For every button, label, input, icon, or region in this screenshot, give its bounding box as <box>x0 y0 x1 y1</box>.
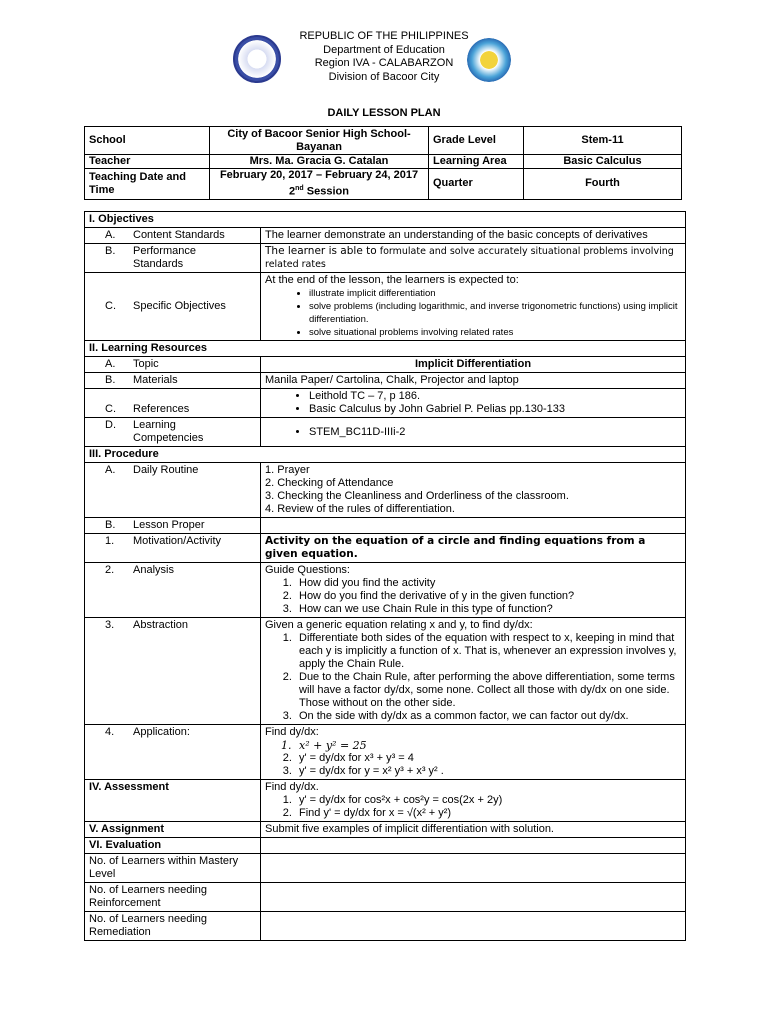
header-line-1: REPUBLIC OF THE PHILIPPINES <box>299 30 469 42</box>
resources-heading: II. Learning Resources <box>85 341 686 357</box>
daily-routine-value <box>261 463 686 518</box>
reinforcement-value <box>261 883 686 912</box>
materials-value: Manila Paper/ Cartolina, Chalk, Projector and laptop <box>261 373 686 389</box>
assessment-heading: IV. Assessment <box>85 780 261 822</box>
document-title: DAILY LESSON PLAN <box>327 107 441 119</box>
teacher-label: Teacher <box>85 155 210 169</box>
competencies-label: D. Learning Competencies <box>85 418 261 447</box>
application-problem: 3. y' = dy/dx for y = x² y³ + x³ y² . <box>295 765 681 778</box>
objective-item: • solve situational problems involving related rates <box>309 326 681 339</box>
topic-label: A. Topic <box>85 357 261 373</box>
abstraction-intro: Given a generic equation relating x and y, to find dy/dx: <box>265 619 533 631</box>
competencies-value <box>261 418 686 447</box>
school-value: City of Bacoor Senior High School-Bayanan <box>210 127 429 155</box>
evaluation-heading: VI. Evaluation <box>85 838 261 854</box>
date-label: Teaching Date and Time <box>85 169 210 200</box>
references-label: C. References <box>85 389 261 418</box>
analysis-label: 2. Analysis <box>85 563 261 618</box>
objectives-intro: At the end of the lesson, the learners is expected to: <box>265 274 519 286</box>
evaluation-value <box>261 838 686 854</box>
lesson-plan-table <box>84 211 686 941</box>
objective-item: • solve problems (including logarithmic, and inverse trigonometric functions) using implicit differentiation. <box>309 300 681 326</box>
school-label: School <box>85 127 210 155</box>
motivation-label: 1. Motivation/Activity <box>85 534 261 563</box>
routine-item: 2. Checking of Attendance <box>265 477 394 489</box>
objective-item: • illustrate implicit differentiation <box>309 287 681 300</box>
quarter-label: Quarter <box>429 169 524 200</box>
mastery-value <box>261 854 686 883</box>
grade-label: Grade Level <box>429 127 524 155</box>
assessment-intro: Find dy/dx. <box>265 781 319 793</box>
guide-question: 3. How can we use Chain Rule in this type of function? <box>295 603 681 616</box>
routine-item: 1. Prayer <box>265 464 310 476</box>
lesson-proper-label: B. Lesson Proper <box>85 518 261 534</box>
analysis-value <box>261 563 686 618</box>
info-table <box>84 126 682 200</box>
abstraction-step: 2. Due to the Chain Rule, after performing the above differentiation, some terms will have a factor dy/dx, some none. Collect all those with dy/dx on one side. Those without on the other side. <box>295 671 681 710</box>
application-label: 4. Application: <box>85 725 261 780</box>
routine-item: 4. Review of the rules of differentiation. <box>265 503 455 515</box>
area-value: Basic Calculus <box>524 155 682 169</box>
teacher-value: Mrs. Ma. Gracia G. Catalan <box>210 155 429 169</box>
application-value <box>261 725 686 780</box>
date-value <box>210 169 429 200</box>
abstraction-step: 1. Differentiate both sides of the equation with respect to x, keeping in mind that each y is implicitly a function of x. That is, whenever an expression involves y, apply the Chain Rule. <box>295 632 681 671</box>
application-intro: Find dy/dx: <box>265 726 319 738</box>
area-label: Learning Area <box>429 155 524 169</box>
topic-value: Implicit Differentiation <box>261 357 686 373</box>
mastery-label: No. of Learners within Mastery Level <box>85 854 261 883</box>
assessment-problem: 2. Find y' = dy/dx for x = √(x² + y²) <box>295 807 681 820</box>
date-range: February 20, 2017 – February 24, 2017 <box>219 169 419 181</box>
session-text: 2nd Session <box>289 185 349 198</box>
application-problem: 1. x² + y² = 25 <box>295 739 681 752</box>
content-standards-label: A. Content Standards <box>85 228 261 244</box>
routine-item: 3. Checking the Cleanliness and Orderliness of the classroom. <box>265 490 569 502</box>
guide-question: 2. How do you find the derivative of y in the given function? <box>295 590 681 603</box>
abstraction-value <box>261 618 686 725</box>
content-standards-value: The learner demonstrate an understanding of the basic concepts of derivatives <box>261 228 686 244</box>
header-line-4: Division of Bacoor City <box>328 70 440 83</box>
reference-item: • Leithold TC – 7, p 186. <box>309 390 681 403</box>
assessment-problem: 1. y' = dy/dx for cos²x + cos²y = cos(2x + 2y) <box>295 794 681 807</box>
specific-objectives-label: C. Specific Objectives <box>85 273 261 341</box>
competency-item: • STEM_BC11D-IIIi-2 <box>309 426 681 439</box>
assignment-heading: V. Assignment <box>85 822 261 838</box>
lesson-proper-value <box>261 518 686 534</box>
references-value <box>261 389 686 418</box>
abstraction-step: 3. On the side with dy/dx as a common factor, we can factor out dy/dx. <box>295 710 681 723</box>
quarter-value: Fourth <box>524 169 682 200</box>
remediation-label: No. of Learners needing Remediation <box>85 912 261 941</box>
motivation-value: Activity on the equation of a circle and finding equations from a given equation. <box>261 534 686 563</box>
document-header <box>0 30 768 84</box>
performance-standards-label: B. Performance Standards <box>85 244 261 273</box>
header-line-2: Department of Education <box>323 43 445 56</box>
objectives-heading: I. Objectives <box>85 212 686 228</box>
materials-label: B. Materials <box>85 373 261 389</box>
assignment-value: Submit five examples of implicit differentiation with solution. <box>261 822 686 838</box>
reinforcement-label: No. of Learners needing Reinforcement <box>85 883 261 912</box>
specific-objectives-value <box>261 273 686 341</box>
guide-question: 1. How did you find the activity <box>295 577 681 590</box>
procedure-heading: III. Procedure <box>85 447 686 463</box>
header-line-3: Region IVA - CALABARZON <box>314 57 454 69</box>
guide-questions-title: Guide Questions: <box>265 564 350 576</box>
abstraction-label: 3. Abstraction <box>85 618 261 725</box>
performance-standards-value: The learner is able to formulate and solve accurately situational problems involving related rates <box>261 244 686 273</box>
application-problem: 2. y' = dy/dx for x³ + y³ = 4 <box>295 752 681 765</box>
assessment-value <box>261 780 686 822</box>
reference-item: • Basic Calculus by John Gabriel P. Pelias pp.130-133 <box>309 403 681 416</box>
grade-value: Stem-11 <box>524 127 682 155</box>
remediation-value <box>261 912 686 941</box>
daily-routine-label: A. Daily Routine <box>85 463 261 518</box>
